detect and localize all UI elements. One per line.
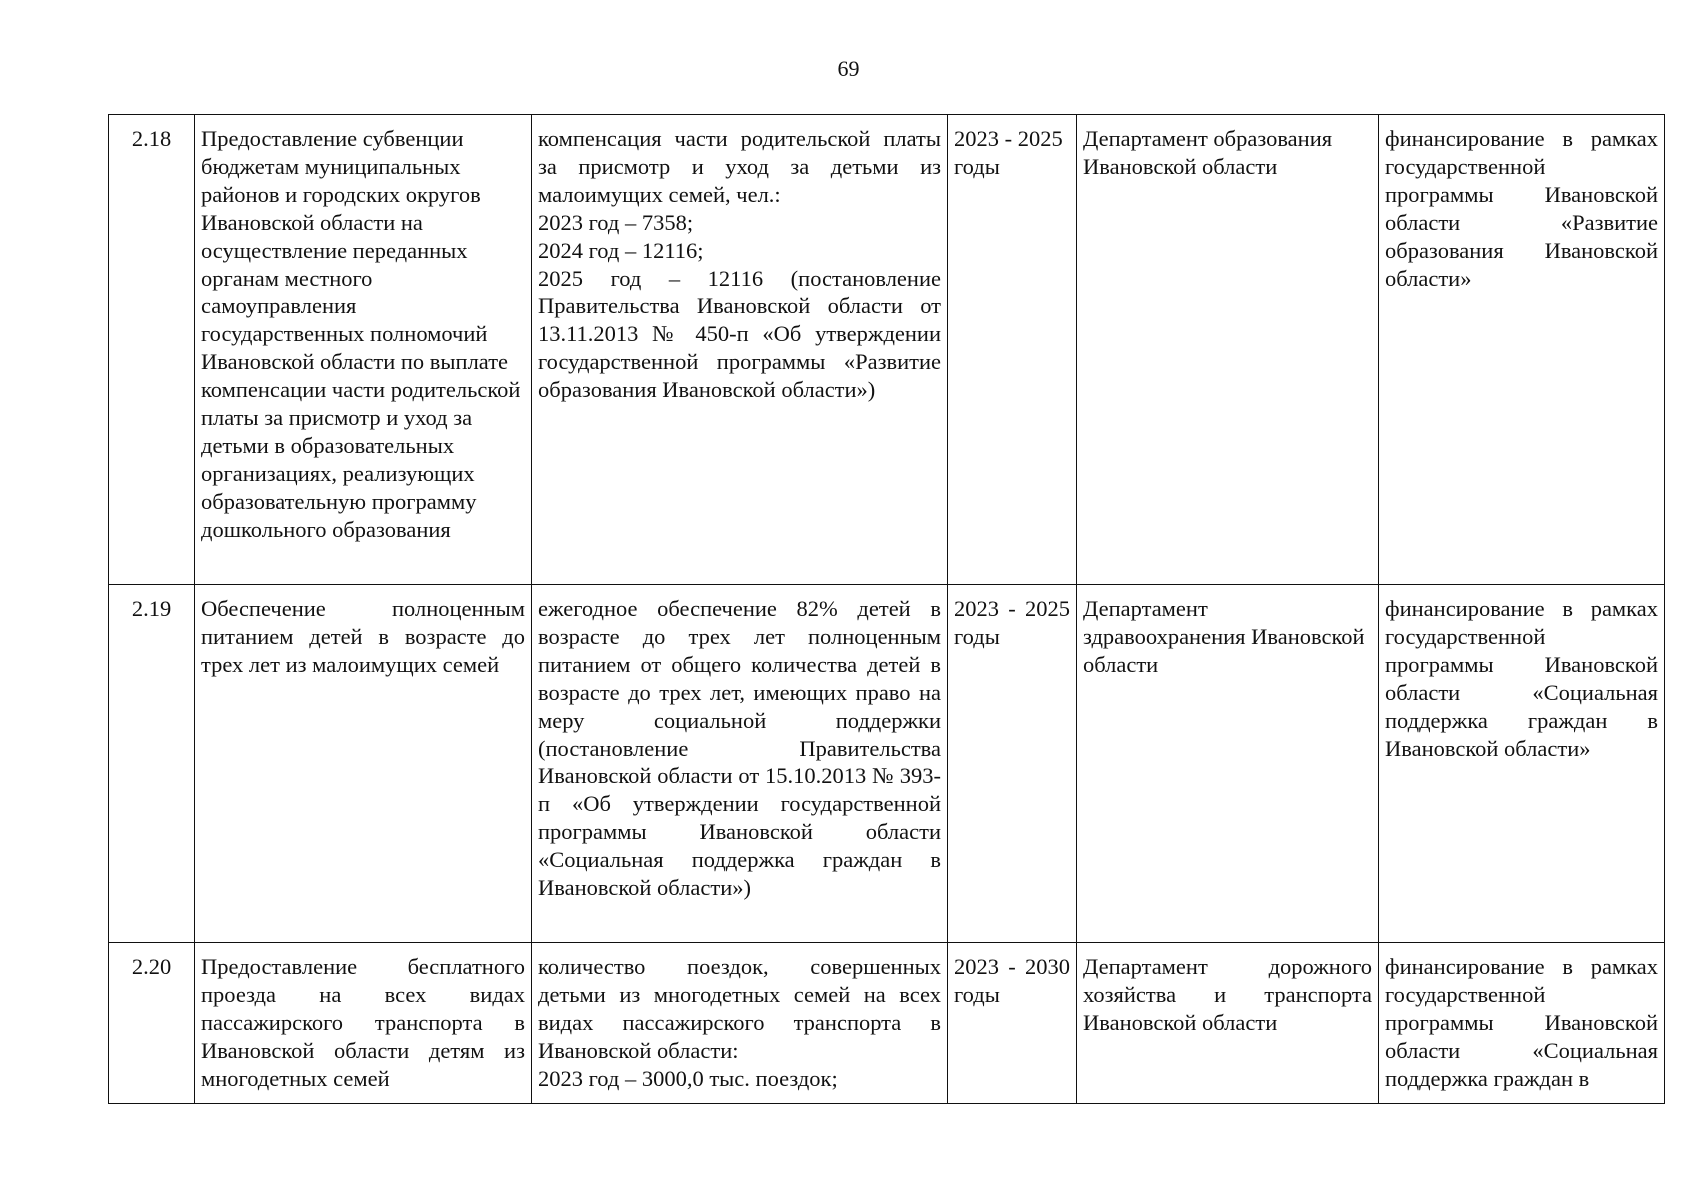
executor-cell: Департамент образования Ивановской области bbox=[1077, 115, 1379, 585]
row-number: 2.20 bbox=[109, 943, 195, 1104]
row-number: 2.19 bbox=[109, 585, 195, 943]
indicator-value: 2023 год – 3000,0 тыс. поездок; bbox=[538, 1065, 838, 1091]
period-cell: 2023 - 2030 годы bbox=[948, 943, 1077, 1104]
period-cell: 2023 - 2025 годы bbox=[948, 585, 1077, 943]
table-row bbox=[109, 943, 1665, 1104]
indicator-cell bbox=[532, 943, 948, 1104]
row-number: 2.18 bbox=[109, 115, 195, 585]
indicator-cell bbox=[532, 115, 948, 585]
measures-table bbox=[108, 114, 1665, 1104]
activity-cell: Обеспечение полноценным питанием детей в возрасте до трех лет из малоимущих семей bbox=[195, 585, 532, 943]
funding-cell: финансирование в рамках государственной программы Ивановской области «Развитие образования Ивановской области» bbox=[1379, 115, 1665, 585]
indicator-value: 2025 год – 12116 (постановление Правительства Ивановской области от 13.11.2013 № 450-п «Об утверждении государственной программы «Развитие образования Ивановской области») bbox=[538, 265, 941, 403]
indicator-value: 2024 год – 12116; bbox=[538, 237, 704, 263]
page-number: 69 bbox=[837, 56, 860, 81]
indicator-text: компенсация части родительской платы за присмотр и уход за детьми из малоимущих семей, чел.: bbox=[538, 126, 941, 207]
indicator-cell: ежегодное обеспечение 82% детей в возрасте до трех лет полноценным питанием от общего количества детей в возрасте до трех лет, имеющих право на меру социальной поддержки (постановление Правительства Ивановской области от 15.10.2013 № 393-п «Об утверждении государственной программы Ивановской области «Социальная поддержка граждан в Ивановской области») bbox=[532, 585, 948, 943]
activity-cell: Предоставление субвенции бюджетам муниципальных районов и городских округов Ивановской области на осуществление переданных органам местного самоуправления государственных полномочий Ивановской области по выплате компенсации части родительской платы за присмотр и уход за детьми в образовательных организациях, реализующих образовательную программу дошкольного образования bbox=[195, 115, 532, 585]
executor-cell: Департамент здравоохранения Ивановской области bbox=[1077, 585, 1379, 943]
executor-cell: Департамент дорожного хозяйства и транспорта Ивановской области bbox=[1077, 943, 1379, 1104]
indicator-value: 2023 год – 7358; bbox=[538, 209, 694, 235]
activity-cell: Предоставление бесплатного проезда на всех видах пассажирского транспорта в Ивановской области детям из многодетных семей bbox=[195, 943, 532, 1104]
table-row bbox=[109, 115, 1665, 585]
funding-cell: финансирование в рамках государственной программы Ивановской области «Социальная поддержка граждан в bbox=[1379, 943, 1665, 1104]
table-row bbox=[109, 585, 1665, 943]
period-cell: 2023 - 2025 годы bbox=[948, 115, 1077, 585]
indicator-text: количество поездок, совершенных детьми из многодетных семей на всех видах пассажирского транспорта в Ивановской области: bbox=[538, 954, 941, 1063]
funding-cell: финансирование в рамках государственной программы Ивановской области «Социальная поддержка граждан в Ивановской области» bbox=[1379, 585, 1665, 943]
